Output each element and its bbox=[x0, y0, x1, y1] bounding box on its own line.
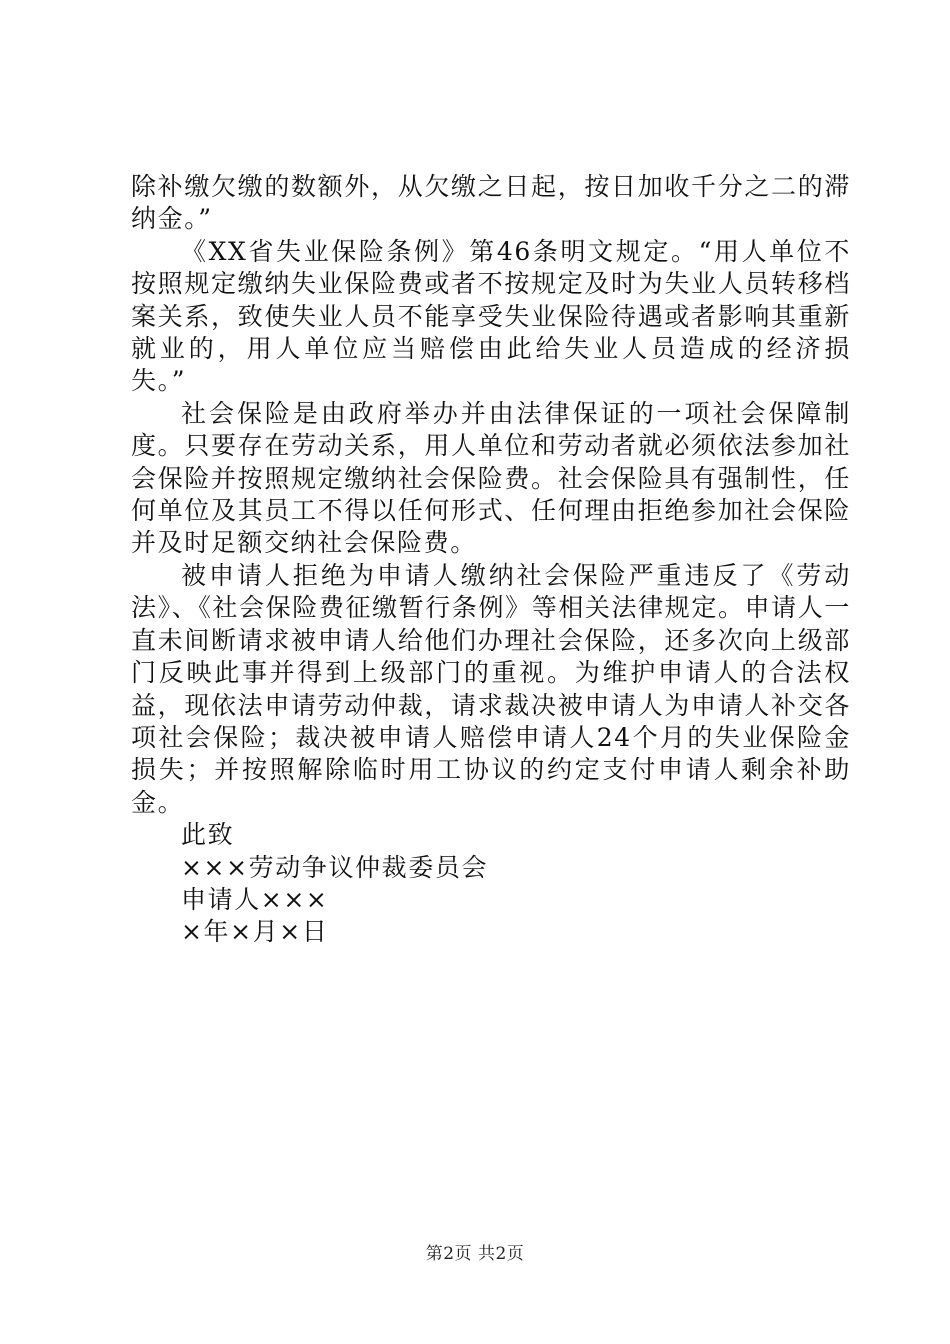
closing-applicant: 申请人××× bbox=[181, 884, 329, 914]
closing-recipient: ×××劳动争议仲裁委员会 bbox=[181, 852, 489, 882]
paragraph-social-insurance: 社会保险是由政府举办并由法律保证的一项社会保障制度。只要存在劳动关系，用人单位和劳动者就必须依法参加社会保险并按照规定缴纳社会保险费。社会保险具有强制性，任何单位及其员工不得以任何形式、任何理由拒绝参加社会保险并及时足额交纳社会保险费。 bbox=[131, 398, 851, 558]
paragraph-continuation: 除补缴欠缴的数额外，从欠缴之日起，按日加收千分之二的滞纳金。” bbox=[131, 172, 851, 234]
page-footer: 第2页 共2页 bbox=[425, 1244, 525, 1264]
paragraph-unemployment-regulation: 《XX省失业保险条例》第46条明文规定。“用人单位不按照规定缴纳失业保险费或者不按规定及时为失业人员转移档案关系，致使失业人员不能享受失业保险待遇或者影响其重新就业的，用人单位应当赔偿由此给失业人员造成的经济损失。” bbox=[131, 236, 851, 396]
closing-date: ×年×月×日 bbox=[181, 917, 329, 947]
document-body bbox=[131, 171, 851, 949]
closing-salutation: 此致 bbox=[181, 820, 235, 850]
paragraph-claim: 被申请人拒绝为申请人缴纳社会保险严重违反了《劳动法》、《社会保险费征缴暂行条例》等相关法律规定。申请人一直未间断请求被申请人给他们办理社会保险，还多次向上级部门反映此事并得到上级部门的重视。为维护申请人的合法权益，现依法申请劳动仲裁，请求裁决被申请人为申请人补交各项社会保险；裁决被申请人赔偿申请人24个月的失业保险金损失；并按照解除临时用工协议的约定支付申请人剩余补助金。 bbox=[131, 560, 851, 817]
